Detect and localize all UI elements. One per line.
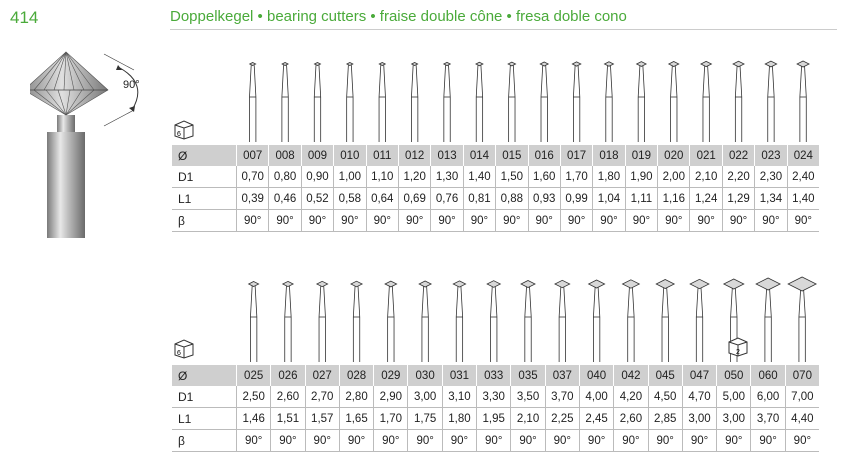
size-cell: 014 <box>463 145 495 166</box>
tool-head <box>555 280 570 287</box>
tool-head <box>412 63 418 66</box>
beta-cell: 90° <box>339 430 373 452</box>
l1-cell: 1,80 <box>442 408 476 430</box>
l1-cell: 2,25 <box>545 408 579 430</box>
d1-cell: 6,00 <box>751 386 785 408</box>
l1-cell: 3,70 <box>751 408 785 430</box>
l1-cell: 0,39 <box>237 188 269 210</box>
l1-cell: 1,04 <box>593 188 625 210</box>
d1-cell: 1,40 <box>463 166 495 188</box>
tool-head <box>487 281 500 288</box>
l1-cell: 0,93 <box>528 188 560 210</box>
tool-head <box>589 280 605 288</box>
beta-cell: 90° <box>593 210 625 232</box>
beta-cell: 90° <box>625 210 657 232</box>
tool-head <box>701 61 712 66</box>
l1-cell: 2,60 <box>614 408 648 430</box>
tool-shank <box>456 286 462 362</box>
tool-shank <box>388 286 394 362</box>
size-cell: 018 <box>593 145 625 166</box>
size-cell: 030 <box>408 365 442 386</box>
size-row <box>172 145 819 166</box>
beta-row <box>172 210 819 232</box>
row-label: D1 <box>172 166 237 188</box>
tool-shank <box>422 286 428 362</box>
size-cell: 029 <box>374 365 408 386</box>
beta-cell: 90° <box>237 430 271 452</box>
row-label: β <box>172 210 237 232</box>
tool-shank <box>696 288 702 362</box>
tool-shank <box>559 287 565 362</box>
l1-cell: 1,24 <box>690 188 722 210</box>
d1-cell: 4,00 <box>579 386 613 408</box>
size-cell: 035 <box>511 365 545 386</box>
tool-head <box>756 278 780 290</box>
d1-cell: 1,60 <box>528 166 560 188</box>
d1-cell: 2,00 <box>658 166 690 188</box>
tool-shank <box>525 287 531 362</box>
beta-cell: 90° <box>722 210 754 232</box>
d1-cell: 4,50 <box>648 386 682 408</box>
tool-shank <box>444 65 450 142</box>
row-label: Ø <box>172 365 237 386</box>
tool-head <box>476 62 483 66</box>
size-row <box>172 365 819 386</box>
pack-of-6-icon <box>172 337 196 359</box>
size-cell: 070 <box>785 365 819 386</box>
tool-shank <box>282 65 288 142</box>
tool-shank <box>703 66 709 142</box>
tool-shank <box>735 66 741 142</box>
d1-cell: 2,80 <box>339 386 373 408</box>
tool-head <box>733 61 744 67</box>
tool-shank <box>250 286 256 362</box>
beta-cell: 90° <box>334 210 366 232</box>
size-cell: 026 <box>271 365 305 386</box>
tool-shank <box>593 287 599 362</box>
d1-cell: 4,20 <box>614 386 648 408</box>
l1-cell: 0,46 <box>269 188 301 210</box>
tool-shank <box>638 66 644 142</box>
l1-row <box>172 408 819 430</box>
row-label: L1 <box>172 408 237 430</box>
l1-cell: 2,45 <box>579 408 613 430</box>
d1-cell: 1,80 <box>593 166 625 188</box>
d1-cell: 2,40 <box>787 166 819 188</box>
tool-head <box>797 61 809 67</box>
d1-cell: 2,50 <box>237 386 271 408</box>
d1-cell: 0,80 <box>269 166 301 188</box>
l1-row <box>172 188 819 210</box>
l1-cell: 1,40 <box>787 188 819 210</box>
beta-cell: 90° <box>545 430 579 452</box>
tool-shank <box>353 286 359 362</box>
l1-cell: 1,34 <box>755 188 787 210</box>
size-cell: 010 <box>334 145 366 166</box>
l1-cell: 0,64 <box>366 188 398 210</box>
size-cell: 028 <box>339 365 373 386</box>
size-cell: 016 <box>528 145 560 166</box>
row-label: β <box>172 430 237 452</box>
tool-head <box>379 63 385 66</box>
l1-cell: 1,46 <box>237 408 271 430</box>
tool-head <box>347 63 353 66</box>
beta-cell: 90° <box>398 210 430 232</box>
l1-cell: 1,95 <box>477 408 511 430</box>
tool-head <box>637 62 647 67</box>
d1-cell: 1,20 <box>398 166 430 188</box>
row-label: Ø <box>172 145 237 166</box>
size-cell: 033 <box>477 365 511 386</box>
beta-cell: 90° <box>463 210 495 232</box>
beta-cell: 90° <box>511 430 545 452</box>
size-cell: 037 <box>545 365 579 386</box>
l1-cell: 1,70 <box>374 408 408 430</box>
size-table-2 <box>172 365 819 452</box>
d1-cell: 4,70 <box>682 386 716 408</box>
catalog-number: 414 <box>10 8 39 27</box>
l1-cell: 0,88 <box>496 188 528 210</box>
pack-count: 6 <box>177 131 181 138</box>
size-cell: 022 <box>722 145 754 166</box>
d1-cell: 3,50 <box>511 386 545 408</box>
d1-cell: 3,70 <box>545 386 579 408</box>
d1-cell: 2,10 <box>690 166 722 188</box>
tool-head <box>283 281 293 286</box>
tool-head <box>508 62 516 66</box>
l1-cell: 2,10 <box>511 408 545 430</box>
tool-head <box>765 61 777 67</box>
beta-row <box>172 430 819 452</box>
d1-cell: 7,00 <box>785 386 819 408</box>
size-cell: 007 <box>237 145 269 166</box>
pack-count: 6 <box>177 350 181 357</box>
size-cell: 020 <box>658 145 690 166</box>
beta-cell: 90° <box>431 210 463 232</box>
tool-head <box>385 281 397 287</box>
d1-row <box>172 166 819 188</box>
beta-cell: 90° <box>682 430 716 452</box>
beta-cell: 90° <box>366 210 398 232</box>
d1-cell: 1,70 <box>560 166 592 188</box>
tool-shank <box>628 287 634 362</box>
size-cell: 015 <box>496 145 528 166</box>
tool-head <box>351 281 362 287</box>
l1-cell: 3,00 <box>682 408 716 430</box>
size-cell: 045 <box>648 365 682 386</box>
tool-head <box>690 279 709 288</box>
l1-cell: 0,99 <box>560 188 592 210</box>
size-cell: 027 <box>305 365 339 386</box>
tool-shank <box>379 65 385 142</box>
beta-cell: 90° <box>560 210 592 232</box>
d1-cell: 5,00 <box>717 386 751 408</box>
l1-cell: 0,69 <box>398 188 430 210</box>
tool-shank <box>491 287 497 362</box>
beta-cell: 90° <box>305 430 339 452</box>
d1-cell: 0,70 <box>237 166 269 188</box>
size-cell: 047 <box>682 365 716 386</box>
d1-cell: 3,00 <box>408 386 442 408</box>
tool-shank <box>249 65 255 142</box>
beta-cell: 90° <box>237 210 269 232</box>
size-cell: 024 <box>787 145 819 166</box>
tool-head <box>250 63 256 66</box>
tool-head <box>317 281 328 286</box>
l1-cell: 2,85 <box>648 408 682 430</box>
l1-cell: 0,81 <box>463 188 495 210</box>
row-label: L1 <box>172 188 237 210</box>
tool-shank <box>347 65 353 142</box>
tool-shank <box>573 66 579 142</box>
tool-head <box>788 277 816 291</box>
tool-head <box>314 63 320 66</box>
tool-shank <box>541 66 547 142</box>
tool-shank <box>768 66 774 142</box>
size-cell: 050 <box>717 365 751 386</box>
tool-shank <box>411 65 417 142</box>
beta-cell: 90° <box>787 210 819 232</box>
beta-cell: 90° <box>717 430 751 452</box>
l1-cell: 1,65 <box>339 408 373 430</box>
size-cell: 021 <box>690 145 722 166</box>
beta-cell: 90° <box>614 430 648 452</box>
tool-head <box>521 281 535 288</box>
tool-shank <box>319 286 325 362</box>
beta-cell: 90° <box>751 430 785 452</box>
tool-head <box>444 62 451 65</box>
l1-cell: 1,51 <box>271 408 305 430</box>
row-label: D1 <box>172 386 237 408</box>
tool-shank <box>765 289 771 362</box>
pack-of-2-icon <box>726 335 750 357</box>
beta-cell: 90° <box>442 430 476 452</box>
beta-cell: 90° <box>690 210 722 232</box>
tool-head <box>572 62 581 66</box>
size-cell: 040 <box>579 365 613 386</box>
tool-head <box>604 62 613 67</box>
tool-head <box>282 63 288 66</box>
size-cell: 019 <box>625 145 657 166</box>
tool-drawings-row-1 <box>249 61 809 142</box>
size-cell: 017 <box>560 145 592 166</box>
size-cell: 060 <box>751 365 785 386</box>
tool-shank <box>476 65 482 142</box>
size-cell: 025 <box>237 365 271 386</box>
l1-cell: 1,57 <box>305 408 339 430</box>
pack-count: 2 <box>736 349 740 356</box>
l1-cell: 0,76 <box>431 188 463 210</box>
size-cell: 009 <box>301 145 333 166</box>
tool-shank <box>314 65 320 142</box>
tool-head <box>623 280 640 288</box>
beta-cell: 90° <box>528 210 560 232</box>
tool-shank <box>509 66 515 143</box>
beta-cell: 90° <box>496 210 528 232</box>
beta-cell: 90° <box>301 210 333 232</box>
tool-head <box>249 282 259 287</box>
beta-cell: 90° <box>271 430 305 452</box>
d1-cell: 0,90 <box>301 166 333 188</box>
tool-shank <box>662 288 668 362</box>
size-cell: 008 <box>269 145 301 166</box>
tool-shank <box>671 66 677 142</box>
d1-cell: 1,90 <box>625 166 657 188</box>
l1-cell: 4,40 <box>785 408 819 430</box>
tool-head <box>669 62 679 67</box>
beta-cell: 90° <box>374 430 408 452</box>
beta-cell: 90° <box>477 430 511 452</box>
size-cell: 031 <box>442 365 476 386</box>
d1-cell: 1,10 <box>366 166 398 188</box>
tool-head <box>656 280 674 289</box>
beta-cell: 90° <box>269 210 301 232</box>
tool-head <box>453 281 465 287</box>
d1-cell: 2,30 <box>755 166 787 188</box>
tool-shank <box>285 286 291 362</box>
d1-cell: 1,30 <box>431 166 463 188</box>
tool-shank <box>799 290 805 362</box>
d1-cell: 3,30 <box>477 386 511 408</box>
l1-cell: 0,58 <box>334 188 366 210</box>
angle-label: 90° <box>123 79 140 91</box>
tool-shank <box>606 66 612 142</box>
l1-cell: 1,29 <box>722 188 754 210</box>
beta-cell: 90° <box>579 430 613 452</box>
tool-head <box>540 62 548 66</box>
d1-cell: 2,60 <box>271 386 305 408</box>
size-cell: 011 <box>366 145 398 166</box>
product-title: Doppelkegel • bearing cutters • fraise double cône • fresa doble cono <box>170 8 627 25</box>
size-cell: 023 <box>755 145 787 166</box>
size-table-1 <box>172 145 819 232</box>
l1-cell: 0,52 <box>301 188 333 210</box>
l1-cell: 1,11 <box>625 188 657 210</box>
d1-cell: 3,10 <box>442 386 476 408</box>
tool-head <box>724 279 744 289</box>
d1-cell: 1,00 <box>334 166 366 188</box>
d1-cell: 1,50 <box>496 166 528 188</box>
pack-of-6-icon <box>172 118 196 140</box>
d1-cell: 2,90 <box>374 386 408 408</box>
d1-cell: 2,70 <box>305 386 339 408</box>
beta-cell: 90° <box>755 210 787 232</box>
beta-cell: 90° <box>648 430 682 452</box>
size-cell: 012 <box>398 145 430 166</box>
l1-cell: 1,16 <box>658 188 690 210</box>
beta-cell: 90° <box>658 210 690 232</box>
l1-cell: 3,00 <box>717 408 751 430</box>
beta-cell: 90° <box>785 430 819 452</box>
d1-cell: 2,20 <box>722 166 754 188</box>
tool-head <box>419 281 431 287</box>
size-cell: 013 <box>431 145 463 166</box>
l1-cell: 1,75 <box>408 408 442 430</box>
beta-cell: 90° <box>408 430 442 452</box>
size-cell: 042 <box>614 365 648 386</box>
tool-shank <box>800 66 806 142</box>
d1-row <box>172 386 819 408</box>
